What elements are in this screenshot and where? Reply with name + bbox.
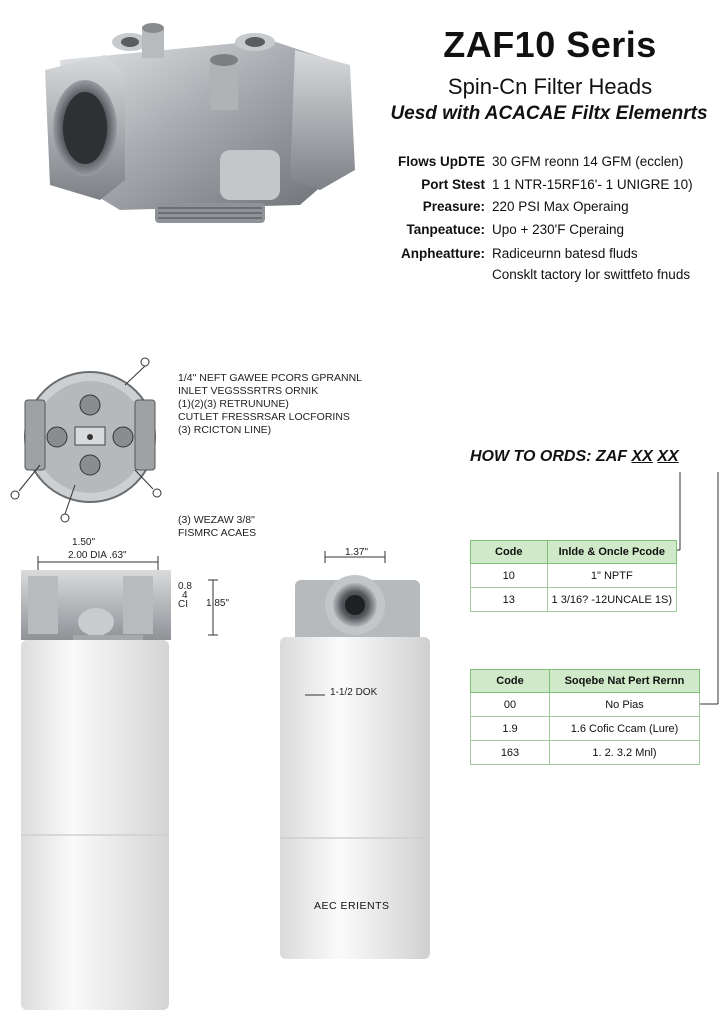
- table-cell: No Pias: [550, 693, 700, 717]
- callout-line: INLET VEGSSSRTRS ORNIK: [178, 385, 319, 397]
- height-dimension-a: 0.8: [178, 581, 192, 592]
- table-cell: 1.6 Cofic Ccam (Lure): [550, 717, 700, 741]
- spec-label: Anpheatture:: [401, 246, 485, 261]
- product-subtitle: Spin-Cn Filter Heads: [447, 74, 653, 99]
- spec-label: Flows UpDTE: [398, 154, 485, 169]
- mounting-callout: [178, 514, 256, 540]
- spec-label: Preasure:: [422, 199, 485, 214]
- column-header: Code: [471, 541, 548, 564]
- spec-value: Radiceurnn batesd fluds: [492, 246, 638, 261]
- element-label: AEC ERIENTS: [314, 900, 390, 912]
- table-row: [471, 717, 700, 741]
- height-dimension-c: CI: [178, 599, 188, 610]
- how-to-order-heading: [470, 448, 679, 466]
- top-view-drawing: [5, 345, 185, 530]
- spec-value: 30 GFM reonn 14 GFM (ecclen): [492, 154, 684, 169]
- callout-line: (3) WEZAW 3/8": [178, 514, 255, 526]
- spec-label: Port Stest: [421, 177, 485, 192]
- port-code-table: [470, 540, 677, 612]
- product-tagline: Uesd with ACACAE Filtx Elemenrts: [390, 103, 708, 124]
- top-dimension: 1.50": [72, 537, 96, 548]
- product-title: ZAF10 Seris: [443, 24, 657, 65]
- table-cell: 13: [471, 588, 548, 612]
- spec-value: Upo + 230'F Cperaing: [492, 222, 625, 237]
- side-dimension: 1.37": [345, 547, 369, 558]
- table-cell: 1" NPTF: [547, 564, 676, 588]
- gauge-port-table: [470, 669, 700, 765]
- column-header: Code: [471, 670, 550, 693]
- table-cell: 163: [471, 741, 550, 765]
- callout-line: FISMRC ACAES: [178, 527, 257, 539]
- table-row: [471, 741, 700, 765]
- spec-label: Tanpeatuce:: [406, 222, 485, 237]
- filter-head-photo: [30, 20, 370, 250]
- column-header: Inlde & Oncle Pcode: [547, 541, 676, 564]
- table-row: [471, 588, 677, 612]
- callout-line: 1/4" NEFT GAWEE PCORS GPRANNL: [178, 372, 363, 384]
- callout-line: CUTLET FRESSRSAR LOCFORINS: [178, 411, 350, 423]
- table-cell: 1 3/16? -12UNCALE 1S): [547, 588, 676, 612]
- order-code-slot-2: XX: [657, 448, 679, 465]
- diameter-dimension: 2.00 DIA .63": [68, 550, 127, 561]
- table-row: [471, 693, 700, 717]
- height-dimension-total: 1.85": [206, 598, 230, 609]
- table-cell: 00: [471, 693, 550, 717]
- spec-value: 220 PSI Max Operaing: [492, 199, 629, 214]
- spec-value: 1 1 NTR-15RF16'- 1 UNIGRE 10): [492, 177, 693, 192]
- filter-front-view: [18, 540, 248, 1020]
- height-dimension-b: 4: [182, 590, 188, 601]
- side-label: 1-1/2 DOK: [330, 687, 378, 698]
- column-header: Soqebe Nat Pert Rernn: [550, 670, 700, 693]
- callout-line: (1)(2)(3) RETRUNUNE): [178, 398, 289, 410]
- table-cell: 10: [471, 564, 548, 588]
- callout-line: (3) RCICTON LINE): [178, 424, 272, 436]
- port-callout: [178, 372, 362, 437]
- spec-value: Consklt tactory lor swittfeto fnuds: [492, 267, 691, 282]
- table-cell: 1.9: [471, 717, 550, 741]
- table-row: [471, 564, 677, 588]
- order-heading-text: HOW TO ORDS: ZAF: [470, 448, 628, 465]
- table-cell: 1. 2. 3.2 Mnl): [550, 741, 700, 765]
- order-code-slot-1: XX: [631, 448, 653, 465]
